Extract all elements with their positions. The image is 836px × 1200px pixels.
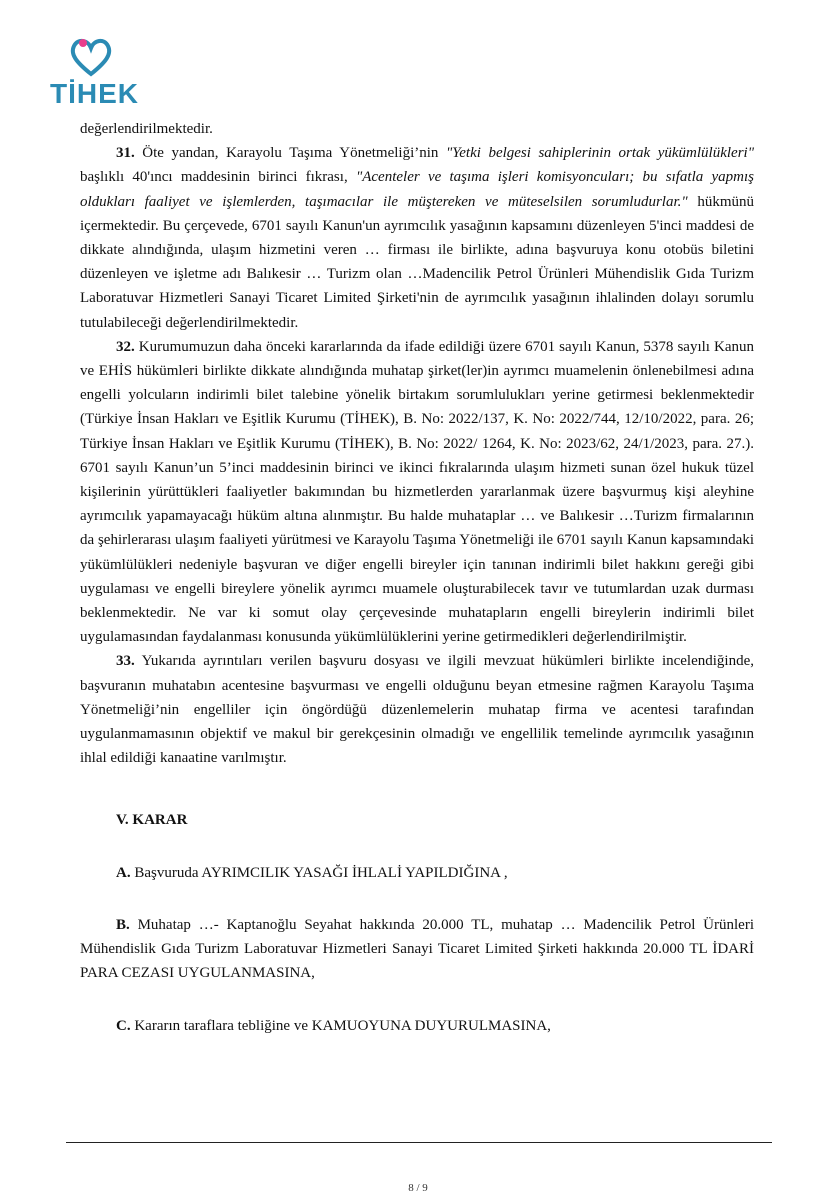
paragraph-number: 32. (116, 338, 135, 355)
heart-logo-icon (66, 34, 116, 78)
document-body (80, 117, 754, 1038)
carryover-text: değerlendirilmektedir. (80, 121, 213, 137)
paragraph-33: 33. Yukarıda ayrıntıları verilen başvuru dosyası ve ilgili mevzuat hükümleri birlikte incelendiğinde, başvuranın muhatabın acentesine başvurması ve engelli olduğunu beyan etmesine rağmen Karayolu Taşıma Yönetmeliği’nin engelliler için öngördüğü düzenlemelerin muhatap firma ve acentesi tarafından uygulanmamasının objektif ve makul bir gerekçesinin olmadığı ve engellilik temelinde ayrımcılık yasağının ihlal edildiği kanaatine varılmıştır. (80, 653, 754, 767)
paragraph-31: 31. Öte yandan, Karayolu Taşıma Yönetmeliği’nin "Yetki belgesi sahiplerinin ortak yükümlülükleri" başlıklı 40'ıncı maddesinin birinci fıkrası, "Acenteler ve taşıma işleri komisyoncuları; bu sıfatla yapmış oldukları faaliyet ve işlemlerden, taşımacılar ile müştereken ve müteselsilen sorumludurlar." hükmünü içermektedir. Bu çerçevede, 6701 sayılı Kanun'un ayrımcılık yasağının kapsamını düzenleyen 5'inci maddesi de dikkate alındığında, ulaşım hizmetini veren … firması ile birlikte, adına başvuruya konu otobüs biletini düzenleyen ve işletme adı Balıkesir … Turizm olan …Madencilik Petrol Ürünleri Mühendislik Gıda Turizm Laboratuvar Hizmetleri Sanayi Ticaret Limited Şirketi'nin de ayrımcılık yasağının ihlalinden dolayı sorumlu tutulabileceği değerlendirilmektedir. (80, 145, 754, 331)
decision-a: A. Başvuruda AYRIMCILIK YASAĞI İHLALİ YAPILDIĞINA , (116, 864, 508, 881)
quote-italic: "Acenteler ve taşıma işleri komisyoncuları; bu sıfatla yapmış oldukları faaliyet ve işlemlerden, taşımacılar ile müştereken ve müteselsilen sorumludurlar." (80, 169, 754, 210)
logo-text: TİHEK (50, 78, 139, 109)
decision-c: C. Kararın taraflara tebliğine ve KAMUOYUNA DUYURULMASINA, (116, 1017, 551, 1034)
tihek-logo (46, 34, 139, 110)
quote-italic: "Yetki belgesi sahiplerinin ortak yükümlülükleri" (445, 145, 754, 162)
paragraph-number: 33. (116, 653, 135, 670)
paragraph-32: 32. Kurumumuzun daha önceki kararlarında da ifade edildiği üzere 6701 sayılı Kanun, 5378 sayılı Kanun ve EHİS hükümleri birlikte dikkate alındığında muhatap şirket(ler)in ayrımcı muamelenin önlenebilmesi adına engelli yolcuların indirimli bilet talebine yönelik birtakım sorumlulukları yerine getirmesi beklenmektedir (Türkiye İnsan Hakları ve Eşitlik Kurumu (TİHEK), B. No: 2022/137, K. No: 2022/744, 12/10/2022, para. 26; Türkiye İnsan Hakları ve Eşitlik Kurumu (TİHEK), B. No: 2022/ 1264, K. No: 2023/62, 24/1/2023, para. 27.). 6701 sayılı Kanun’un 5’inci maddesinin birinci ve ikinci fıkralarında ulaşım hizmeti sunan özel hukuk tüzel kişilerinin yürüttükleri faaliyetler bakımından bu hizmetlerden yararlanmak üzere başvurmuş kişi aleyhine ayrımcılık yapamayacağı hüküm altına alınmıştır. Bu halde muhataplar … ve Balıkesir …Turizm firmalarının da şehirlerarası ulaşım faaliyeti yürütmesi ve Karayolu Taşıma Yönetmeliği ile 6701 sayılı Kanun kapsamındaki yükümlülükleri nedeniyle başvuran ve diğer engelli bireyler için tanınan indirimli bilet hakkını gereği gibi uygulaması ve engelli bireylere yönelik ayrımcı muamele oluşturabilecek tavır ve tutumlardan uzak durması beklenmektedir. Ne var ki somut olay çerçevesinde muhatapların engelli bireylerin indirimli bilet uygulamasından faydalanması konusunda yükümlülüklerini yerine getirmedikleri değerlendirilmiştir. (80, 338, 754, 646)
footer-divider (66, 1142, 772, 1143)
section-title: V. KARAR (116, 812, 188, 829)
decision-b: B. Muhatap …- Kaptanoğlu Seyahat hakkında 20.000 TL, muhatap … Madencilik Petrol Ürünleri Mühendislik Gıda Turizm Laboratuvar Hizmetleri Sanayi Ticaret Limited Şirketi hakkında 20.000 TL İDARİ PARA CEZASI UYGULANMASINA, (80, 916, 754, 982)
page-number: 8 / 9 (408, 1182, 428, 1194)
paragraph-number: 31. (116, 145, 135, 162)
